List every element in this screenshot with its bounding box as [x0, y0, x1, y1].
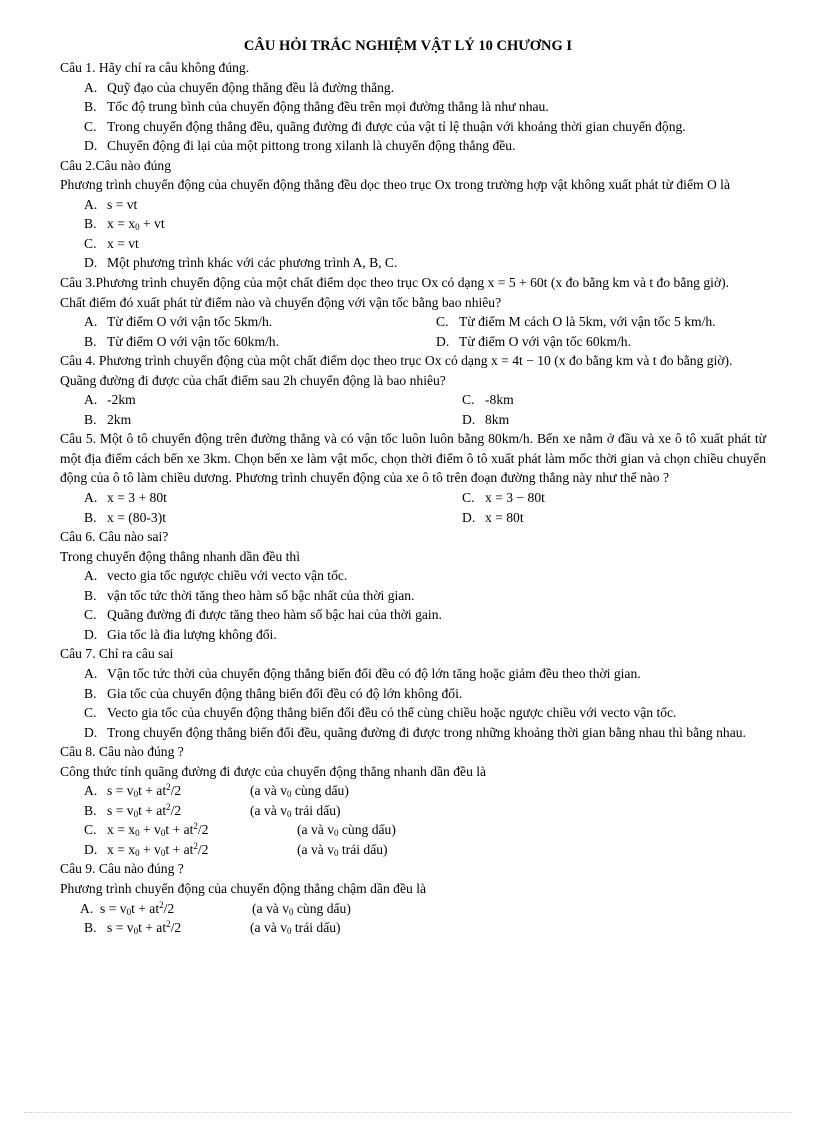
q3-options-row-1 — [60, 312, 766, 332]
q5-option-b[interactable]: B. x = (80-3)t — [84, 509, 167, 525]
question-3-text: Chất điểm đó xuất phát từ điểm nào và chuyển động với vận tốc bằng bao nhiêu? — [60, 294, 502, 310]
q8-option-c[interactable]: C. $x = x_0 + v_0t + at^2/2$ (a và $v_0$ cùng dấu) — [84, 821, 396, 839]
q5-option-d[interactable]: D. x = 80t — [462, 509, 524, 525]
q2-option-c[interactable]: C. x = vt — [84, 235, 139, 251]
q3-option-b[interactable]: B. Từ điểm O với vận tốc 60km/h. — [84, 333, 279, 349]
question-list — [60, 58, 766, 938]
q8-option-d[interactable]: D. $x = x_0 + v_0t + at^2/2$ (a và $v_0$ trái dấu) — [84, 840, 388, 858]
q4-options-row-1 — [60, 390, 766, 410]
q6-option-d[interactable]: D. Gia tốc là đia lượng không đổi. — [84, 626, 277, 642]
q8-option-b[interactable]: B. $s = v_0t + at^2/2$ (a và $v_0$ trái dấu) — [84, 801, 341, 819]
q7-option-d[interactable]: D. Trong chuyển động thẳng biến đổi đều, quãng đường đi được trong những khoảng thời gian bằng nhau thì bằng nhau. — [84, 724, 746, 740]
q3-option-c[interactable]: C. Từ điểm M cách O là 5km, với vận tốc 5 km/h. — [436, 314, 716, 330]
q8-option-a[interactable]: A. $s = v_0t + at^2/2$ (a và $v_0$ cùng dấu) — [84, 782, 349, 800]
page-title: CÂU HỎI TRẮC NGHIỆM VẬT LÝ 10 CHƯƠNG I — [243, 38, 573, 54]
q1-option-d[interactable]: D. Chuyển động đi lại của một pittong trong xilanh là chuyển động thẳng đều. — [84, 138, 516, 154]
q2-option-d[interactable]: D. Một phương trình khác với các phương trình A, B, C. — [84, 255, 398, 271]
q3-option-d[interactable]: D. Từ điểm O với vận tốc 60km/h. — [436, 333, 631, 349]
q7-option-b[interactable]: B. Gia tốc của chuyển động thẳng biến đổi đều có độ lớn không đổi. — [84, 685, 463, 701]
q6-option-b[interactable]: B. vận tốc tức thời tăng theo hàm số bậc nhất của thời gian. — [84, 587, 415, 603]
question-2-stem: Câu 2.Câu nào đúng — [60, 157, 172, 173]
question-8-text: Công thức tính quãng đường đi được của chuyển động thẳng nhanh dần đều là — [60, 763, 487, 779]
page-bottom-divider — [24, 1112, 792, 1113]
q3-option-a[interactable]: A. Từ điểm O với vận tốc 5km/h. — [84, 314, 273, 330]
q2-option-a[interactable]: A. s = vt — [84, 196, 138, 212]
q4-option-b[interactable]: B. 2km — [84, 411, 132, 427]
q5-options-row-1 — [60, 488, 766, 508]
question-4-text: Quãng đường đi được của chất điểm sau 2h chuyển động là bao nhiêu? — [60, 372, 446, 388]
q1-option-b[interactable]: B. Tốc độ trung bình của chuyển động thẳng đều trên mọi đường thẳng là như nhau. — [84, 99, 549, 115]
q4-option-c[interactable]: C. -8km — [462, 392, 514, 408]
q7-option-c[interactable]: C. Vecto gia tốc của chuyển động thẳng biến đổi đều có thể cùng chiều hoặc ngược chiều với vecto vận tốc. — [84, 705, 677, 721]
q2-option-b[interactable]: B. $x = x_0$ + vt — [84, 216, 165, 233]
question-8-stem: Câu 8. Câu nào đúng ? — [60, 744, 184, 760]
question-7-stem: Câu 7. Chỉ ra câu sai — [60, 646, 174, 662]
question-9-text: Phương trình chuyển động của chuyển động thẳng chậm dần đều là — [60, 880, 427, 896]
question-3-stem: Câu 3.Phương trình chuyển động của một chất điểm dọc theo trục Ox có dạng x = 5 + 60t (x đo bằng km và t đo bằng giờ). — [60, 275, 730, 291]
question-9-stem: Câu 9. Câu nào đúng ? — [60, 861, 184, 877]
question-6-stem: Câu 6. Câu nào sai? — [60, 529, 169, 545]
question-5-stem: Câu 5. Một ô tô chuyển động trên đường thẳng và có vận tốc luôn luôn bằng 80km/h. Bến xe nằm ở đầu và xe ô tô xuất phát từ một địa điểm cách bến xe 3km. Chọn bến xe làm vật mốc, chọn thời điểm ô tô xuất phát làm mốc thời gian và chọn chiều chuyển động của ô tô làm chiều dương. Phương trình chuyển động của xe ô tô trên đoạn đường thẳng này như thế nào ? — [60, 431, 766, 486]
q9-option-a[interactable]: A. $s = v_0t + at^2/2$ (a và $v_0$ cùng dấu) — [80, 899, 351, 917]
q5-option-c[interactable]: C. x = 3 − 80t — [462, 490, 545, 506]
q4-option-a[interactable]: A. -2km — [84, 392, 136, 408]
q6-option-a[interactable]: A. vecto gia tốc ngược chiều với vecto vận tốc. — [84, 568, 348, 584]
question-1-stem: Câu 1. Hãy chỉ ra câu không đúng. — [60, 60, 250, 75]
q4-option-d[interactable]: D. 8km — [462, 411, 510, 427]
q7-option-a[interactable]: A. Vận tốc tức thời của chuyển động thẳng biến đổi đều có độ lớn tăng hoặc giảm đều theo thời gian. — [84, 665, 641, 681]
q1-option-a[interactable]: A. Quỹ đạo của chuyển động thẳng đều là đường thẳng. — [84, 79, 395, 95]
question-2-text: Phương trình chuyển động của chuyển động thẳng đều dọc theo trục Ox trong trường hợp vật không xuất phát từ điểm O là — [60, 177, 730, 193]
question-6-text: Trong chuyển động thẳng nhanh dần đều thì — [60, 548, 301, 564]
q3-options-row-2 — [60, 332, 766, 352]
q6-option-c[interactable]: C. Quãng đường đi được tăng theo hàm số bậc hai của thời gain. — [84, 607, 442, 623]
q5-option-a[interactable]: A. x = 3 + 80t — [84, 490, 167, 506]
question-4-stem: Câu 4. Phương trình chuyển động của một chất điểm dọc theo trục Ox có dạng x = 4t − 10 (x đo bằng km và t đo bằng giờ). — [60, 353, 733, 369]
q4-options-row-2 — [60, 410, 766, 430]
q9-option-b[interactable]: B. $s = v_0t + at^2/2$ (a và $v_0$ trái dấu) — [84, 919, 341, 937]
q1-option-c[interactable]: C. Trong chuyển động thẳng đều, quãng đường đi được của vật tỉ lệ thuận với khoảng thời gian chuyển động. — [84, 118, 686, 134]
q5-options-row-2 — [60, 508, 766, 528]
